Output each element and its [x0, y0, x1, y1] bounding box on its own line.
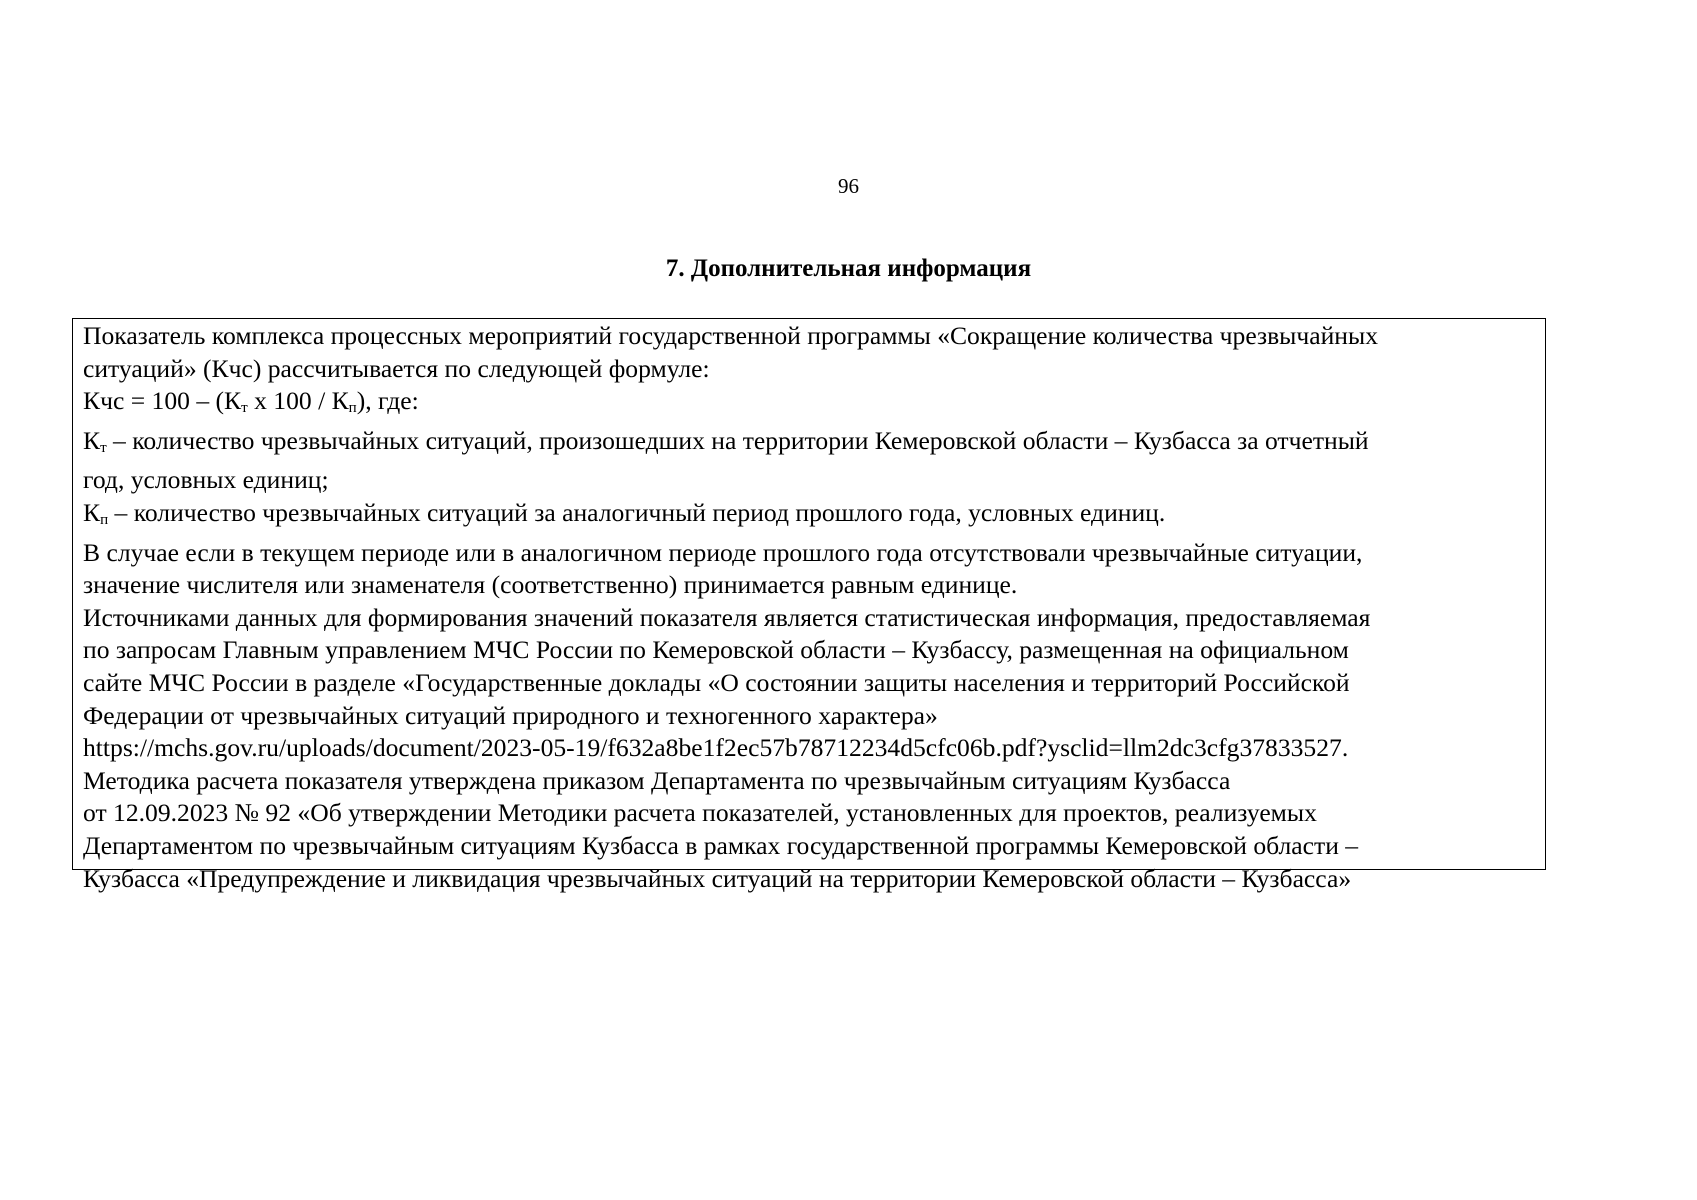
- info-line-14: Методика расчета показателя утверждена приказом Департамента по чрезвычайным ситуациям Кузбасса: [83, 765, 1231, 795]
- formula-part-c: ), где:: [356, 386, 419, 416]
- section-title: 7. Дополнительная информация: [665, 255, 1032, 282]
- info-line-16: Департаментом по чрезвычайным ситуациям Кузбасса в рамках государственной программы Кемеровской области –: [83, 830, 1359, 860]
- info-line-5: год, условных единиц;: [83, 465, 329, 495]
- formula-line: [83, 385, 1537, 425]
- kt-symbol: К: [83, 425, 101, 455]
- kp-subscript: п: [100, 511, 109, 528]
- info-line-10: по запросам Главным управлением МЧС России по Кемеровской области – Кузбассу, размещенная на официальном: [83, 635, 1349, 665]
- info-line-15: от 12.09.2023 № 92 «Об утверждении Методики расчета показателей, установленных для проектов, реализуемых: [83, 798, 1317, 828]
- kp-definition-text: – количество чрезвычайных ситуаций за аналогичный период прошлого года, условных единиц.: [108, 497, 1166, 527]
- additional-info-box: [72, 318, 1546, 893]
- kt-definition-line: [83, 425, 1537, 465]
- info-line-11: сайте МЧС России в разделе «Государственные доклады «О состоянии защиты населения и территорий Российской: [83, 667, 1350, 697]
- info-line-12: Федерации от чрезвычайных ситуаций природного и техногенного характера»: [83, 700, 938, 730]
- info-line-9: Источниками данных для формирования значений показателя является статистическая информация, предоставляемая: [83, 602, 1371, 632]
- formula-sub-p: п: [348, 400, 357, 417]
- info-line-7: В случае если в текущем периоде или в аналогичном периоде прошлого года отсутствовали чрезвычайные ситуации,: [83, 537, 1363, 567]
- kt-definition-text: – количество чрезвычайных ситуаций, произошедших на территории Кемеровской области – Кузбасса за отчетный: [106, 425, 1369, 455]
- formula-part-b: х 100 / К: [247, 386, 349, 416]
- kp-symbol: К: [83, 497, 101, 527]
- formula-part-a: Кчс = 100 – (К: [83, 386, 242, 416]
- info-line-1: Показатель комплекса процессных мероприятий государственной программы «Сокращение количества чрезвычайных: [83, 321, 1378, 350]
- info-line-8: значение числителя или знаменателя (соответственно) принимается равным единице.: [83, 570, 1018, 600]
- kt-subscript: т: [100, 439, 107, 456]
- info-line-17: Кузбасса «Предупреждение и ликвидация чрезвычайных ситуаций на территории Кемеровской области – Кузбасса»: [83, 863, 1352, 893]
- source-url: https://mchs.gov.ru/uploads/document/2023-05-19/f632a8be1f2ec57b78712234d5cfc06b.pdf?ysclid=llm2dc3cfg37833527.: [83, 733, 1349, 763]
- info-line-2: ситуаций» (Кчс) рассчитывается по следующей формуле:: [83, 353, 710, 383]
- formula-sub-t: т: [241, 400, 248, 417]
- page-number: 96: [838, 174, 859, 198]
- kp-definition-line: [83, 497, 1537, 537]
